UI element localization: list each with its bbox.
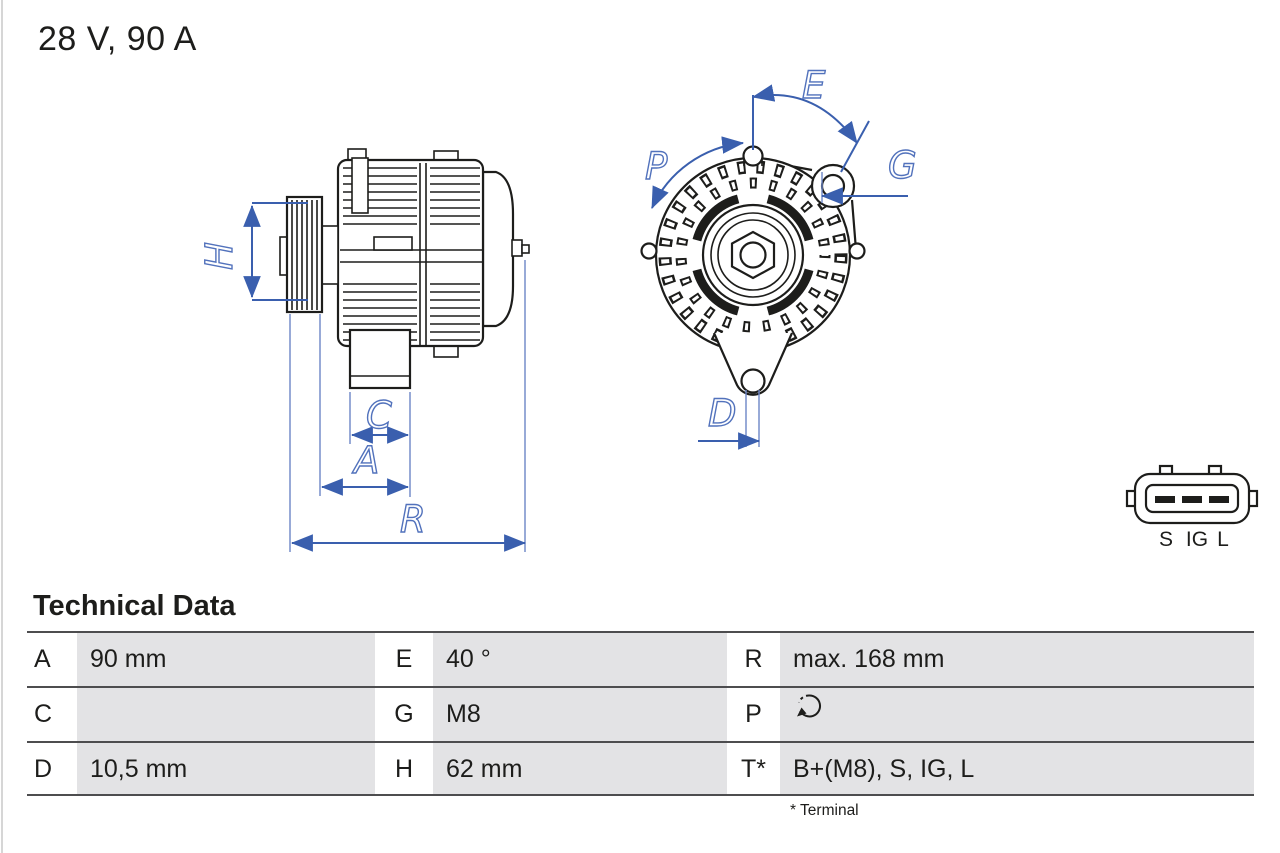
table-label-e: E — [375, 631, 433, 686]
table-value-g: M8 — [433, 686, 727, 741]
technical-data-table — [27, 631, 1254, 796]
rotation-direction-icon — [793, 687, 825, 739]
table-value-p — [780, 686, 1254, 741]
table-label-d: D — [27, 741, 77, 796]
terminal-footnote: * Terminal — [790, 802, 859, 819]
dim-label-h: H — [198, 242, 241, 270]
page-title: 28 V, 90 A — [38, 20, 197, 58]
dim-label-g: G — [888, 144, 917, 187]
dim-label-p: P — [645, 145, 668, 188]
connector-pin-s: S — [1158, 528, 1174, 551]
table-label-t: T* — [727, 741, 780, 796]
table-label-h: H — [375, 741, 433, 796]
table-label-c: C — [27, 686, 77, 741]
table-label-g: G — [375, 686, 433, 741]
dim-label-a: A — [354, 439, 380, 482]
table-value-r: max. 168 mm — [780, 631, 1254, 686]
plug-connector-diagram — [1127, 466, 1257, 551]
table-value-t: B+(M8), S, IG, L — [780, 741, 1254, 796]
alternator-side-view — [280, 149, 529, 388]
dim-label-c: C — [366, 394, 392, 437]
dim-label-e: E — [802, 64, 826, 107]
table-value-h: 62 mm — [433, 741, 727, 796]
connector-blades — [1155, 496, 1229, 503]
dim-label-d: D — [708, 392, 737, 435]
table-label-r: R — [727, 631, 780, 686]
table-title: Technical Data — [33, 590, 236, 622]
table-label-a: A — [27, 631, 77, 686]
table-value-c — [77, 686, 375, 741]
connector-pin-ig: IG — [1185, 528, 1209, 551]
table-value-e: 40 ° — [433, 631, 727, 686]
connector-pin-l: L — [1217, 528, 1229, 551]
dim-label-r: R — [400, 498, 426, 541]
table-value-d: 10,5 mm — [77, 741, 375, 796]
table-label-p: P — [727, 686, 780, 741]
table-value-a: 90 mm — [77, 631, 375, 686]
alternator-front-view — [642, 147, 865, 395]
